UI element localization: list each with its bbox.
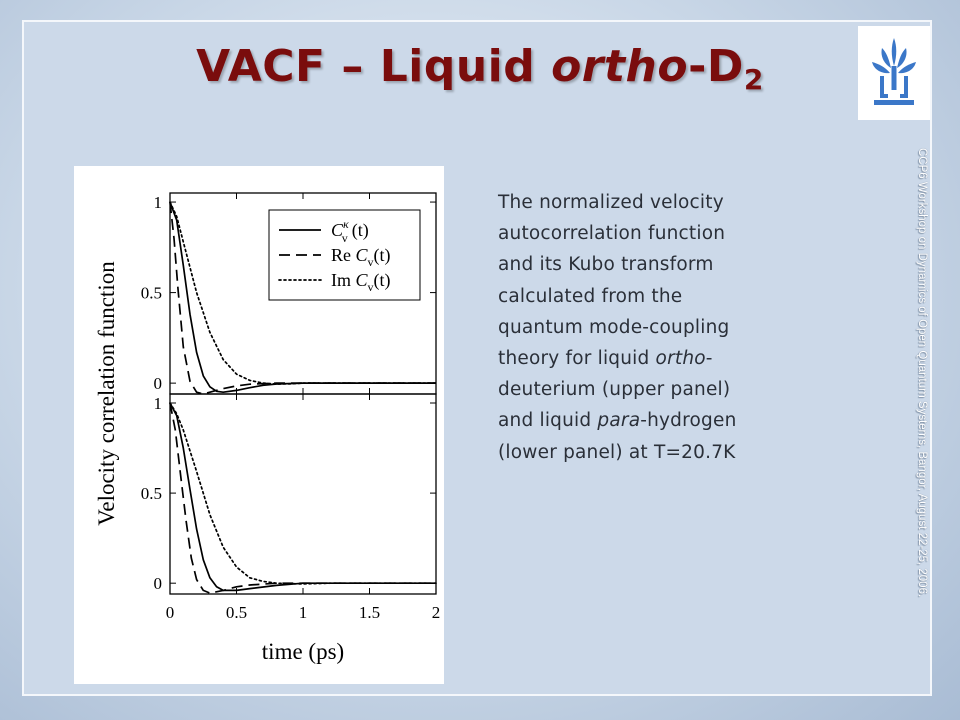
description-line: The normalized velocity	[498, 192, 724, 213]
y-tick-label: 0	[153, 574, 162, 594]
legend-label: $C^\kappa$ v (t)	[331, 217, 369, 245]
legend-label: Re $C_v(t)$	[331, 245, 391, 269]
series-line-dashed	[170, 403, 436, 593]
x-tick-label: 0.5	[225, 603, 248, 622]
vacf-figure	[74, 166, 444, 684]
y-tick-label: 0	[153, 374, 162, 394]
y-tick-label: 1	[153, 394, 162, 414]
description-line: autocorrelation function	[498, 223, 726, 245]
description-line: calculated from the	[498, 285, 683, 307]
description-line: (lower panel) at T=20.7K	[498, 441, 736, 463]
description-line: deuterium (upper panel)	[498, 379, 731, 401]
slide-title: VACF – Liquid ortho-$D_2$	[196, 41, 764, 96]
series-line-dotted	[170, 403, 436, 584]
description-line: and liquid para-hydrogen	[498, 410, 737, 432]
university-logo-icon	[858, 26, 930, 120]
description-line: quantum mode-coupling	[498, 316, 730, 338]
x-tick-label: 1	[298, 603, 308, 622]
description-text	[498, 187, 808, 468]
y-tick-label: 1	[153, 193, 162, 213]
panel-frame-lower	[170, 394, 436, 594]
legend-label: Im $C_v(t)$	[331, 270, 391, 294]
series-line-solid	[170, 403, 436, 590]
x-tick-label: 2	[431, 603, 441, 622]
x-axis-label: time (ps)	[261, 639, 345, 664]
y-tick-label: 0.5	[140, 484, 162, 504]
description-line: and its Kubo transform	[498, 254, 714, 276]
description-line: theory for liquid ortho-	[498, 348, 713, 370]
y-axis-label: Velocity correlation function	[94, 261, 119, 526]
x-tick-label: 1.5	[358, 603, 381, 622]
x-tick-label: 0	[165, 603, 175, 622]
footer-text: CCP6 Workshop on Dynamics of Open Quantum Systems, Bangor, August 22-25, 2006.	[916, 148, 928, 598]
y-tick-label: 0.5	[140, 283, 162, 303]
